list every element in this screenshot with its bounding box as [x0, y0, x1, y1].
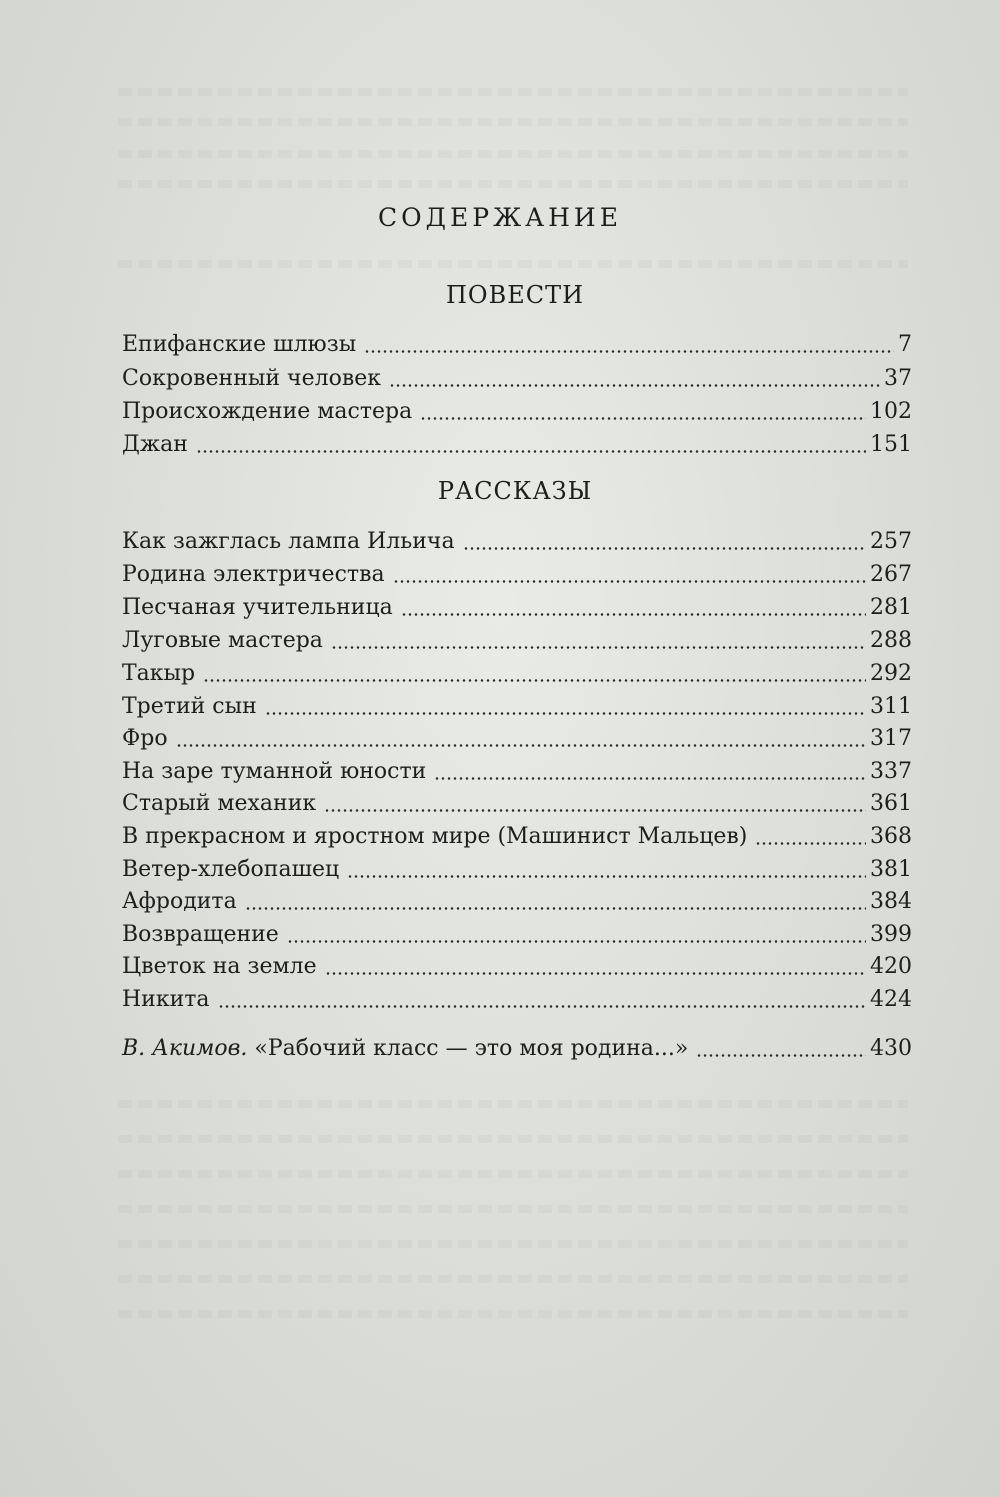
- section-heading-povesti: ПОВЕСТИ: [445, 281, 585, 309]
- toc-entry-page: 292: [870, 661, 912, 686]
- bleed-through-line: [118, 88, 908, 96]
- toc-entry[interactable]: [122, 428, 912, 462]
- toc-entry-page: 337: [870, 759, 912, 784]
- dot-leader: [463, 547, 866, 550]
- toc-entry-title: Как зажглась лампа Ильича: [122, 529, 455, 554]
- toc-entry-title: Происхождение мастера: [122, 399, 413, 424]
- toc-entry-title: Епифанские шлюзы: [122, 332, 357, 357]
- bleed-through-line: [118, 180, 908, 188]
- toc-entry-title: Ветер-хлебопашец: [122, 857, 340, 882]
- bleed-through-line: [118, 1275, 908, 1283]
- toc-entry-afterword[interactable]: [122, 1032, 912, 1066]
- toc-entry[interactable]: [122, 395, 912, 429]
- toc-entry-page: 37: [884, 366, 912, 391]
- toc-entry-title: Цветок на земле: [122, 954, 317, 979]
- dot-leader: [245, 907, 866, 910]
- toc-entry-title: Старый механик: [122, 791, 317, 816]
- bleed-through-line: [118, 1310, 908, 1318]
- dot-leader: [196, 450, 866, 453]
- bleed-through-line: [118, 1170, 908, 1178]
- afterword-author: В. Акимов.: [122, 1036, 248, 1061]
- dot-leader: [218, 1005, 866, 1008]
- toc-entry-title: Возвращение: [122, 922, 279, 947]
- toc-entry[interactable]: [122, 328, 912, 362]
- bleed-through-line: [118, 1100, 908, 1108]
- dot-leader: [389, 384, 880, 387]
- toc-entry[interactable]: [122, 558, 912, 592]
- toc-entry-title: Афродита: [122, 889, 237, 914]
- toc-entry-page: 288: [870, 628, 912, 653]
- toc-entry[interactable]: [122, 885, 912, 919]
- toc-entry-title: Луговые мастера: [122, 628, 323, 653]
- toc-entry-title: Сокровенный человек: [122, 366, 381, 391]
- dot-leader: [420, 417, 866, 420]
- toc-entry-title: Песчаная учительница: [122, 595, 393, 620]
- bleed-through-line: [118, 1240, 908, 1248]
- toc-entry[interactable]: [122, 722, 912, 756]
- toc-entry-page: 311: [870, 694, 912, 719]
- dot-leader: [325, 972, 866, 975]
- toc-entry[interactable]: [122, 362, 912, 396]
- toc-entry-page: 399: [870, 922, 912, 947]
- dot-leader: [434, 777, 866, 780]
- toc-entry[interactable]: [122, 950, 912, 984]
- toc-entry-page: 257: [870, 529, 912, 554]
- dot-leader: [401, 613, 866, 616]
- toc-entry[interactable]: [122, 918, 912, 952]
- toc-entry-page: 317: [870, 726, 912, 751]
- toc-entry-page: 267: [870, 562, 912, 587]
- toc-entry[interactable]: [122, 755, 912, 789]
- dot-leader: [331, 646, 866, 649]
- dot-leader: [324, 809, 866, 812]
- dot-leader: [364, 350, 894, 353]
- toc-entry-page: 424: [870, 987, 912, 1012]
- toc-entry-page: 420: [870, 954, 912, 979]
- toc-entry-title: В прекрасном и яростном мире (Машинист Мальцев): [122, 824, 748, 849]
- toc-entry[interactable]: [122, 525, 912, 559]
- bleed-through-line: [118, 1135, 908, 1143]
- toc-entry[interactable]: [122, 983, 912, 1017]
- dot-leader: [176, 744, 866, 747]
- bleed-through-line: [118, 260, 908, 268]
- dot-leader: [347, 875, 866, 878]
- toc-entry[interactable]: [122, 690, 912, 724]
- bleed-through-line: [118, 118, 908, 126]
- toc-entry-title: На заре туманной юности: [122, 759, 427, 784]
- bleed-through-line: [118, 1205, 908, 1213]
- dot-leader: [755, 842, 866, 845]
- toc-entry-title: Родина электричества: [122, 562, 385, 587]
- afterword-title: «Рабочий класс — это моя родина...»: [254, 1036, 689, 1061]
- toc-entry-page: 151: [870, 432, 912, 457]
- toc-entry[interactable]: [122, 787, 912, 821]
- section-heading-rasskazy: РАССКАЗЫ: [437, 477, 593, 505]
- toc-entry-title: Никита: [122, 987, 210, 1012]
- toc-entry-page: 430: [870, 1036, 912, 1061]
- toc-entry-page: 281: [870, 595, 912, 620]
- toc-entry[interactable]: [122, 853, 912, 887]
- toc-entry-page: 384: [870, 889, 912, 914]
- dot-leader: [287, 940, 866, 943]
- toc-entry[interactable]: [122, 657, 912, 691]
- toc-entry-page: 361: [870, 791, 912, 816]
- toc-entry-page: 381: [870, 857, 912, 882]
- toc-entry-page: 7: [898, 332, 912, 357]
- dot-leader: [393, 580, 866, 583]
- toc-entry[interactable]: [122, 591, 912, 625]
- toc-entry[interactable]: [122, 624, 912, 658]
- contents-title: СОДЕРЖАНИЕ: [378, 203, 622, 232]
- dot-leader: [203, 679, 866, 682]
- toc-entry-title: Третий сын: [122, 694, 257, 719]
- toc-entry[interactable]: [122, 820, 912, 854]
- dot-leader: [696, 1054, 866, 1057]
- toc-entry-title: [122, 1032, 688, 1066]
- toc-entry-title: Такыр: [122, 661, 196, 686]
- toc-entry-title: Фро: [122, 726, 168, 751]
- toc-entry-title: Джан: [122, 432, 188, 457]
- dot-leader: [265, 712, 866, 715]
- toc-entry-page: 368: [870, 824, 912, 849]
- toc-entry-page: 102: [870, 399, 912, 424]
- bleed-through-line: [118, 150, 908, 158]
